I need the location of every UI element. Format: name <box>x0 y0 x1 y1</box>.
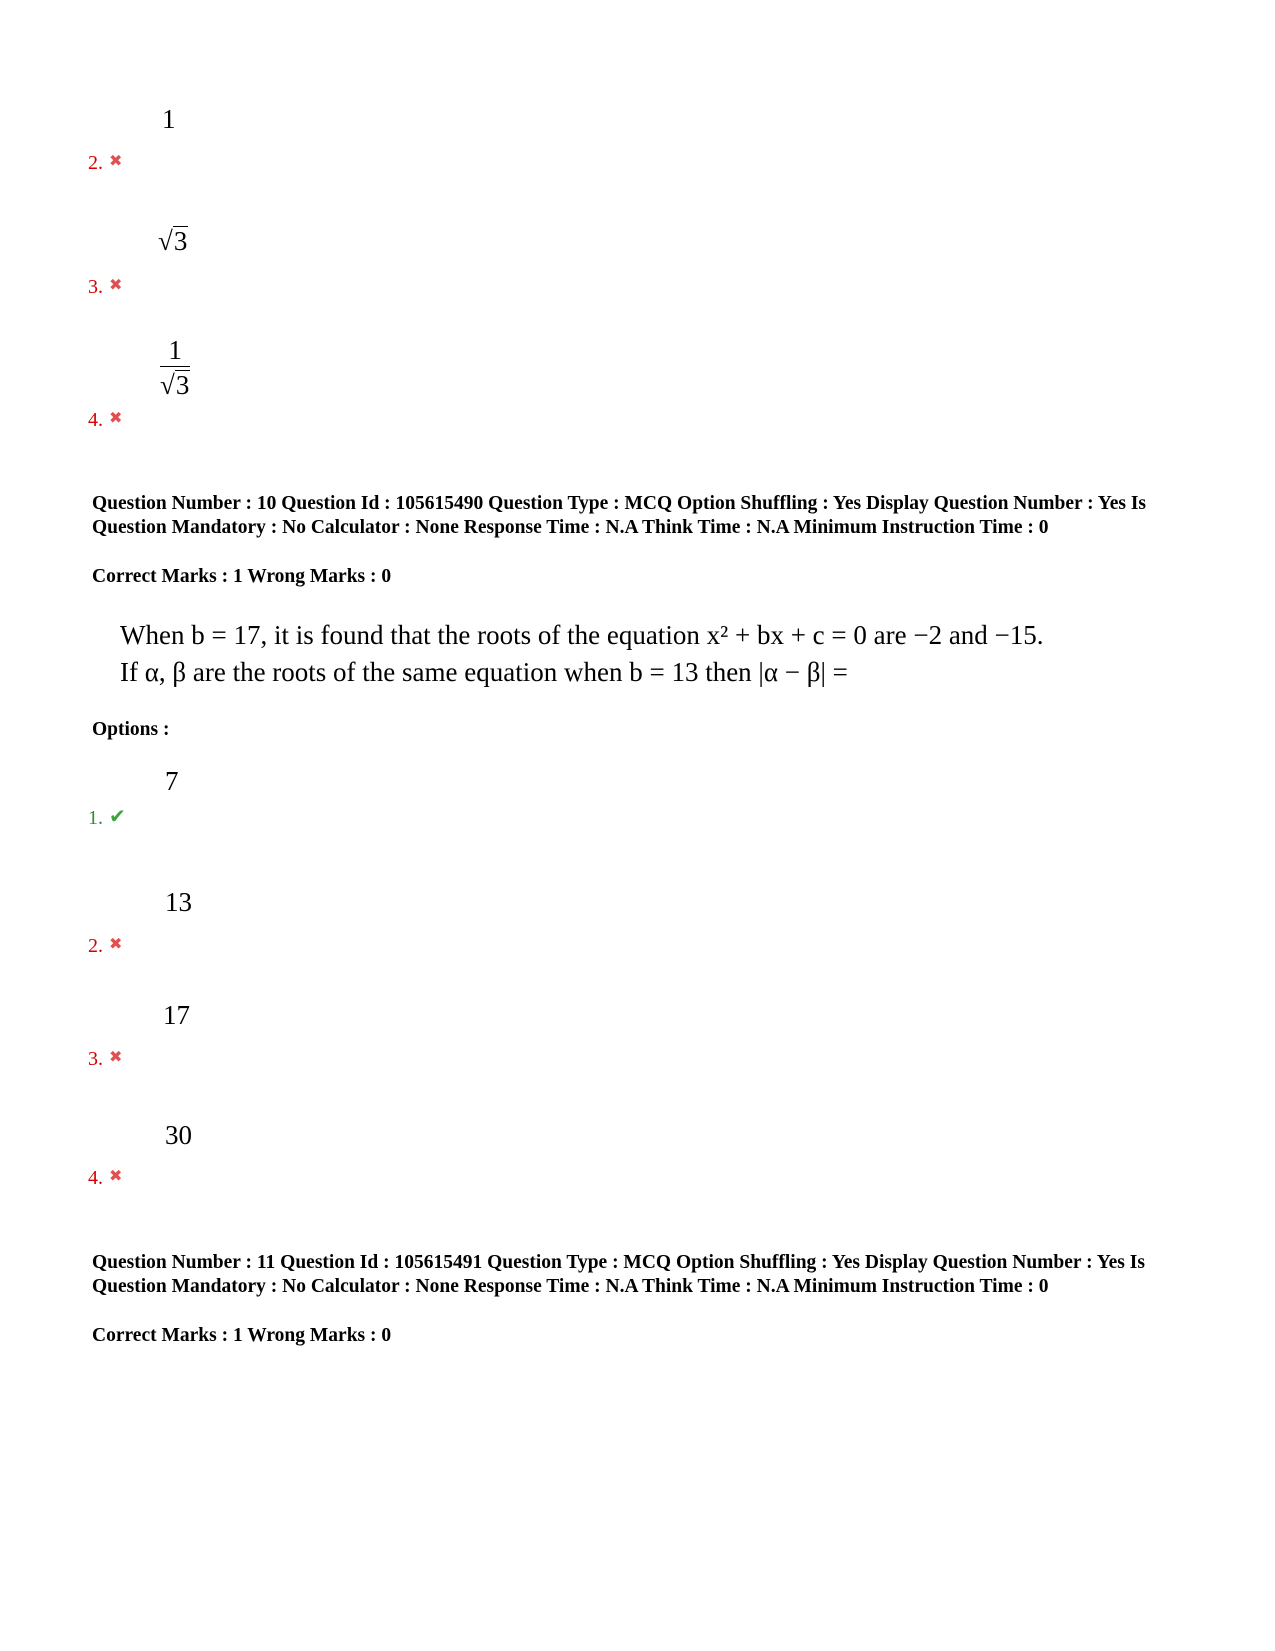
question-10-meta: Question Number : 10 Question Id : 105615490 Question Type : MCQ Option Shuffling : Yes Display Question Number : Yes Is Question Mandatory : No Calculator : None Response Time : N.A Think Time : N.A Minimum Instruction Time : 0 <box>92 493 1147 538</box>
cross-icon: ✖ <box>109 936 123 953</box>
option-2 <box>88 935 122 956</box>
option-4-value: 30 <box>165 1120 192 1150</box>
question-10-text-line-1: When b = 17, it is found that the roots of the equation x² + bx + c = 0 are −2 and −15. <box>120 620 1044 650</box>
option-number: 3. <box>88 276 103 298</box>
option-2 <box>88 152 122 173</box>
option-number: 2. <box>88 152 103 174</box>
option-1-value: 7 <box>165 766 179 796</box>
option-3 <box>88 1048 122 1069</box>
question-11-meta: Question Number : 11 Question Id : 105615491 Question Type : MCQ Option Shuffling : Yes Display Question Number : Yes Is Question Mandatory : No Calculator : None Response Time : N.A Think Time : N.A Minimum Instruction Time : 0 <box>92 1252 1145 1297</box>
option-number: 2. <box>88 935 103 957</box>
question-10-marks: Correct Marks : 1 Wrong Marks : 0 <box>92 566 392 587</box>
cross-icon: ✖ <box>109 410 123 427</box>
option-2-value: 13 <box>165 887 192 917</box>
option-4 <box>88 409 122 430</box>
question-11-marks: Correct Marks : 1 Wrong Marks : 0 <box>92 1325 392 1346</box>
numerator: 1 <box>160 336 190 367</box>
cross-icon: ✖ <box>109 1049 123 1066</box>
option-3-value: 17 <box>163 1000 190 1030</box>
option-4-value: $\frac{1}{√3}$ <box>160 335 190 400</box>
option-number: 4. <box>88 409 103 431</box>
option-number: 4. <box>88 1167 103 1189</box>
option-1 <box>88 807 126 828</box>
option-3 <box>88 276 122 297</box>
option-number: 3. <box>88 1048 103 1070</box>
cross-icon: ✖ <box>109 277 123 294</box>
question-10-text-line-2: If α, β are the roots of the same equation when b = 13 then |α − β| = <box>120 657 848 687</box>
option-number: 1. <box>88 807 103 829</box>
option-2-value: 1 <box>162 104 176 134</box>
check-icon: ✔ <box>109 806 126 828</box>
cross-icon: ✖ <box>109 1168 123 1185</box>
cross-icon: ✖ <box>109 153 123 170</box>
radicand: 3 <box>173 226 188 256</box>
options-label: Options : <box>92 719 170 740</box>
option-4 <box>88 1167 122 1188</box>
radicand: 3 <box>175 370 190 400</box>
option-3-value: √3 <box>158 226 188 256</box>
